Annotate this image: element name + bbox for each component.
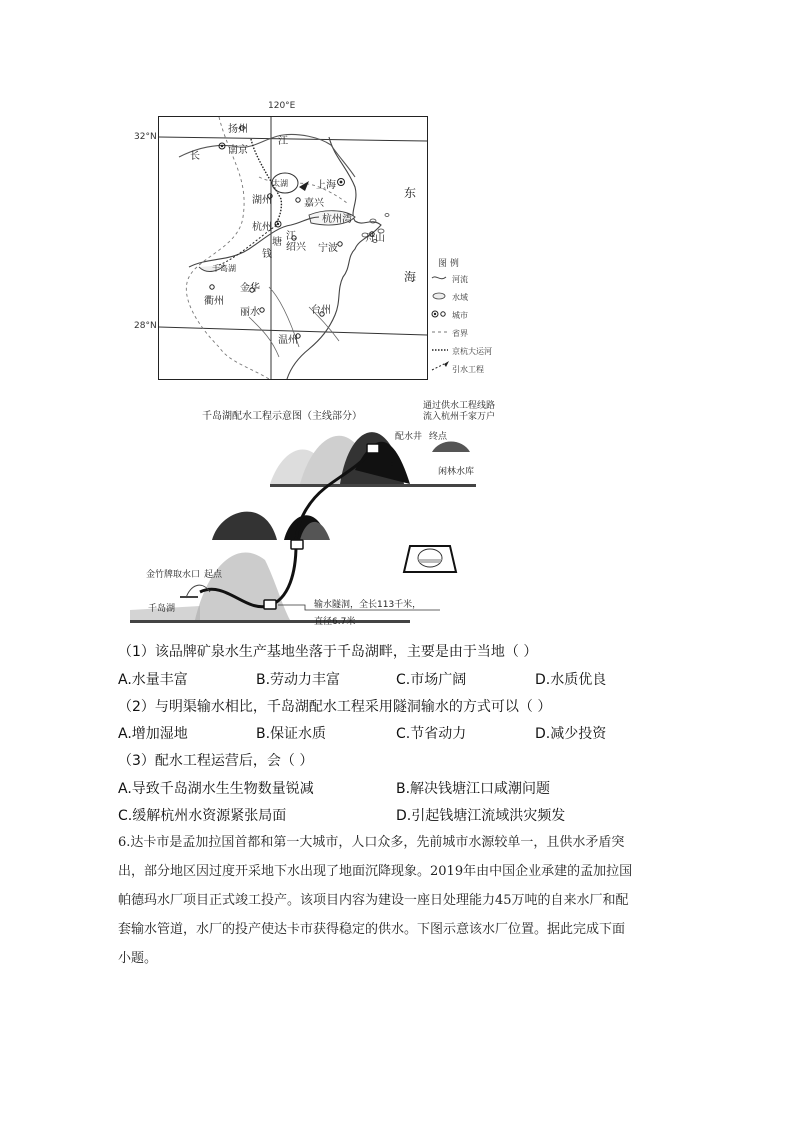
city-dot-zhoushan <box>370 232 374 236</box>
city-label-quzhou: 衢州 <box>204 296 224 307</box>
legend-diversion: 引水工程 <box>452 365 484 374</box>
feature-label-qiandao-lake: 千岛湖 <box>212 264 236 273</box>
diagram-end-label: 终点 <box>429 432 448 442</box>
latitude-label-top: 32°N <box>134 132 157 142</box>
feature-label-taihu: 太湖 <box>272 179 288 188</box>
legend-title: 图 例 <box>438 259 459 269</box>
city-label-wenzhou: 温州 <box>278 335 298 346</box>
diagram-title: 千岛湖配水工程示意图（主线部分） <box>202 411 362 422</box>
passage-line-3: 帕德玛水厂项目正式竣工投产。该项目内容为建设一座日处理能力45万吨的自来水厂和配 <box>118 893 629 908</box>
city-dot-shanghai-core <box>340 181 343 184</box>
city-label-lishui: 丽水 <box>240 307 260 318</box>
city-label-hangzhou: 杭州 <box>252 222 272 233</box>
question-2-option-d[interactable]: D.减少投资 <box>535 726 607 742</box>
question-3-option-b[interactable]: B.解决钱塘江口咸潮问题 <box>396 781 551 797</box>
question-1-option-c[interactable]: C.市场广阔 <box>396 672 467 688</box>
passage-line-5: 小题。 <box>118 951 158 966</box>
diagram-intake-label: 金竹牌取水口 <box>146 570 201 580</box>
city-markers <box>0 0 794 400</box>
legend-water: 水域 <box>452 293 468 302</box>
diagram-well-label: 配水井 <box>395 432 423 442</box>
city-dot-shaoxing <box>292 236 296 240</box>
question-2-stem: （2）与明渠输水相比，千岛湖配水工程采用隧洞输水的方式可以（ ） <box>118 699 552 715</box>
city-label-yangzhou: 扬州 <box>228 124 248 135</box>
question-3-option-a[interactable]: A.导致千岛湖水生生物数量锐减 <box>118 781 314 797</box>
question-3-option-d[interactable]: D.引起钱塘江流域洪灾频发 <box>396 808 566 824</box>
diagram-start-label: 起点 <box>204 570 223 580</box>
question-1-option-b[interactable]: B.劳动力丰富 <box>256 672 341 688</box>
city-dot-lishui <box>260 308 264 312</box>
city-label-huzhou: 湖州 <box>252 195 272 206</box>
passage-6 <box>118 828 678 973</box>
diagram-tunnel-label-2: 直径6.7米 <box>314 617 356 627</box>
question-3-stem: （3）配水工程运营后，会（ ） <box>118 753 314 769</box>
question-1-option-d[interactable]: D.水质优良 <box>535 672 607 688</box>
diagram-top-note-1: 通过供水工程线路 <box>423 401 496 411</box>
question-3-option-c[interactable]: C.缓解杭州水资源紧张局面 <box>118 808 287 824</box>
city-label-jiaxing: 嘉兴 <box>304 198 324 209</box>
question-1-option-a[interactable]: A.水量丰富 <box>118 672 188 688</box>
diagram-tunnel-label-1: 输水隧洞，全长113千米， <box>314 600 422 610</box>
passage-line-1: 6.达卡市是孟加拉国首都和第一大城市，人口众多，先前城市水源较单一，且供水矛盾突 <box>118 835 625 850</box>
city-dot-yangzhou <box>240 126 244 130</box>
feature-label-jiang-2: 江 <box>286 231 296 242</box>
city-label-taizhou: 台州 <box>311 305 331 316</box>
city-dot-wenzhou <box>296 334 300 338</box>
diagram-lake-label: 千岛湖 <box>148 604 176 614</box>
diagram-top-note-2: 流入杭州千家万户 <box>423 412 496 422</box>
question-2-option-b[interactable]: B.保证水质 <box>256 726 327 742</box>
feature-label-jiang: 江 <box>278 136 288 147</box>
longitude-label: 120°E <box>268 101 296 111</box>
city-dot-jiaxing <box>296 198 300 202</box>
city-label-nanjing: 南京 <box>228 145 248 156</box>
legend-city: 城市 <box>452 311 468 320</box>
feature-label-hai: 海 <box>404 270 417 284</box>
city-dot-quzhou <box>210 285 214 289</box>
diagram-reservoir-label: 闲林水库 <box>438 467 475 477</box>
legend-boundary: 省界 <box>452 329 468 338</box>
city-label-jinhua: 金华 <box>240 283 260 294</box>
question-1-stem: （1）该品牌矿泉水生产基地坐落于千岛湖畔，主要是由于当地（ ） <box>118 644 538 660</box>
city-dot-jinhua <box>250 288 254 292</box>
city-dot-ningbo <box>338 242 342 246</box>
city-label-zhoushan: 舟山 <box>365 233 385 244</box>
feature-label-tang: 塘 <box>272 237 282 248</box>
feature-label-qian: 钱 <box>262 249 272 260</box>
map-legend <box>430 256 520 380</box>
city-dot-taizhou <box>320 312 324 316</box>
city-label-ningbo: 宁波 <box>318 243 338 254</box>
feature-label-chang: 长 <box>190 151 200 162</box>
question-2-option-a[interactable]: A.增加湿地 <box>118 726 188 742</box>
legend-symbols <box>430 272 450 382</box>
city-label-shaoxing: 绍兴 <box>286 242 306 253</box>
feature-label-hangzhou-bay: 杭州湾 <box>322 214 352 225</box>
passage-line-4: 套输水管道，水厂的投产使达卡市获得稳定的供水。下图示意该水厂位置。据此完成下面 <box>118 922 626 937</box>
legend-canal: 京杭大运河 <box>452 347 492 356</box>
feature-label-dong: 东 <box>404 186 417 200</box>
legend-river: 河流 <box>452 275 468 284</box>
passage-line-2: 出，部分地区因过度开采地下水出现了地面沉降现象。2019年由中国企业承建的孟加拉国 <box>118 864 633 879</box>
latitude-label-bottom: 28°N <box>134 321 157 331</box>
question-2-option-c[interactable]: C.节省动力 <box>396 726 467 742</box>
city-dot-huzhou <box>268 194 272 198</box>
city-dot-nanjing-core <box>221 145 223 147</box>
city-dot-hangzhou-core <box>277 223 279 225</box>
city-label-shanghai: 上海 <box>316 180 336 191</box>
